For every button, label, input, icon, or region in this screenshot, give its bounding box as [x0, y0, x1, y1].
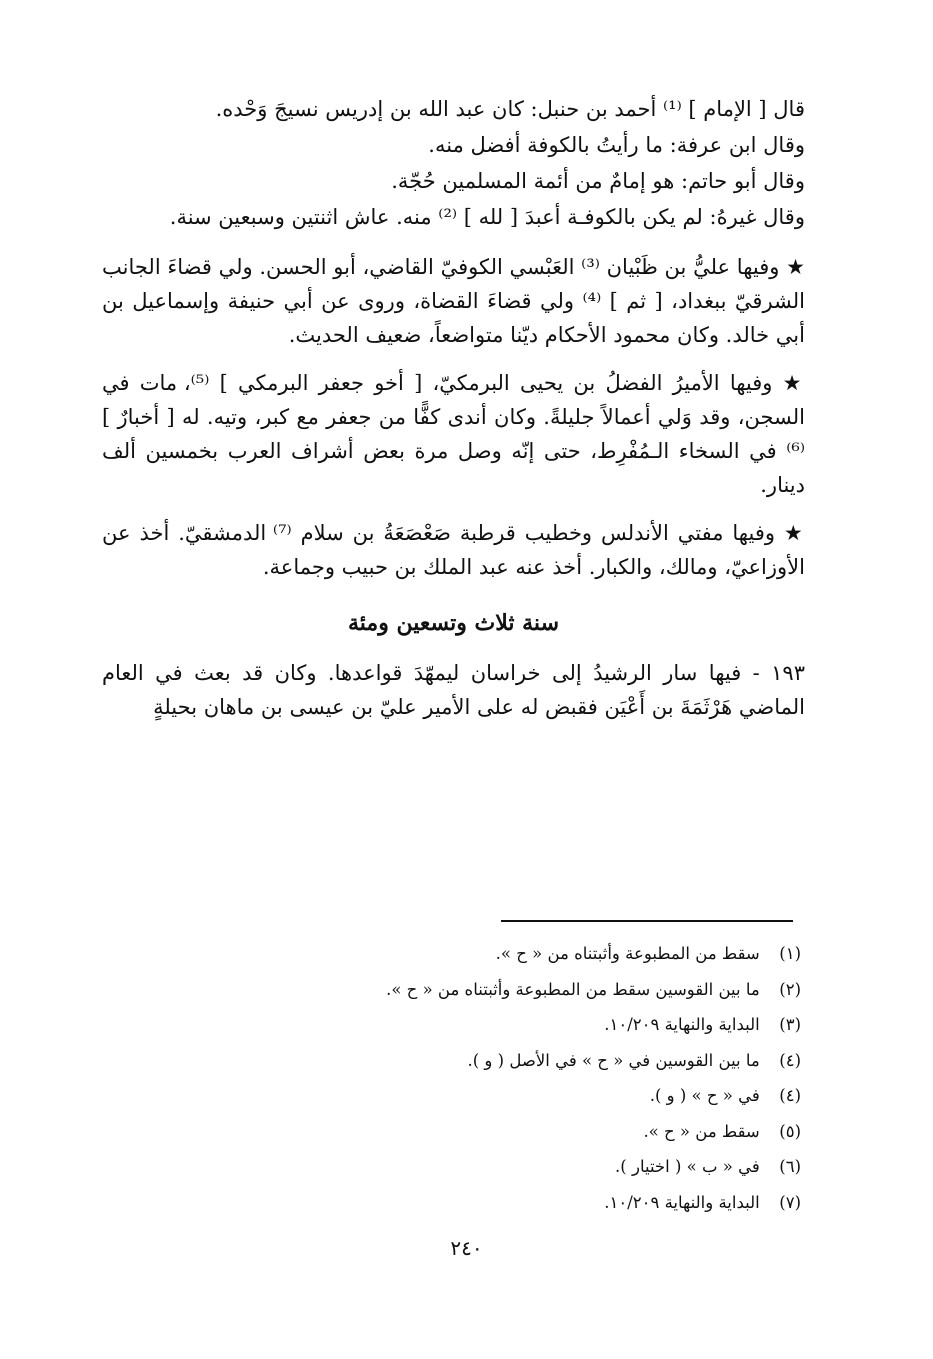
footnote-text: البداية والنهاية ١٠/٢٠٩.	[604, 1192, 760, 1212]
text-line: وقال ابن عرفة: ما رأيتُ بالكوفة أفضل منه.	[428, 133, 805, 157]
footnote-item	[140, 1007, 801, 1043]
footnote-text: سقط من « ح ».	[643, 1121, 760, 1141]
footnote-item	[140, 1185, 801, 1221]
footnote-text: ما بين القوسين سقط من المطبوعة وأثبتناه من « ح ».	[386, 979, 760, 999]
footnote-number: (٤)	[779, 1086, 801, 1105]
footnote-item	[140, 1114, 801, 1150]
footnote-text: سقط من المطبوعة وأثبتناه من « ح ».	[495, 944, 760, 963]
paragraph-ali-ibn-zabyan: ★ وفيها عليُّ بن ظَبْيان ⁽³⁾ العَبْسي الكوفيّ القاضي، أبو الحسن. ولي قضاءَ الجانب الشرقيّ ببغداد، [ ثم ] ⁽⁴⁾ ولي قضاءَ القضاة، وروى عن أبي حنيفة وإسماعيل بن أبي خالد. وكان محمود الأحكام ديّنا متواضعاً، ضعيف الحديث.	[102, 255, 805, 347]
footnote-item	[140, 972, 801, 1008]
footnote-text: ما بين القوسين في « ح » في الأصل ( و ).	[467, 1050, 760, 1070]
footnote-item	[140, 1149, 801, 1185]
page-number: ٢٤٠	[450, 1236, 483, 1260]
footnote-number: (٦)	[779, 1157, 801, 1176]
footnote-divider	[501, 920, 793, 922]
footnote-number: (٤)	[779, 1050, 801, 1070]
footnote-number: (٥)	[779, 1121, 801, 1141]
text-line: وقال أبو حاتم: هو إمامٌ من أئمة المسلمين حُجّة.	[391, 169, 805, 193]
text-line: قال [ الإمام ] ⁽¹⁾ أحمد بن حنبل: كان عبد الله بن إدريس نسيجَ وَحْده.	[215, 97, 805, 121]
footnote-number: (٧)	[779, 1192, 801, 1212]
footnote-item	[140, 936, 801, 972]
footnote-item	[140, 1043, 801, 1079]
paragraph-fadl-barmaki: ★ وفيها الأميرُ الفضلُ بن يحيى البرمكيّ، [ أخو جعفر البرمكي ] ⁽⁵⁾، مات في السجن، وقد وَلي أعمالاً جليلةً. وكان أندى كفًّا من جعفر مع كبر، وتيه. له [ أخبارٌ ] ⁽⁶⁾ في السخاء الـمُفْرِط، حتى إنّه وصل مرة بعض أشراف العرب بخمسين ألف دينار.	[102, 371, 805, 497]
paragraph-sasaa: ★ وفيها مفتي الأندلس وخطيب قرطبة صَعْصَعَةُ بن سلام ⁽⁷⁾ الدمشقيّ. أخذ عن الأوزاعيّ، ومالك، والكبار. أخذ عنه عبد الملك بن حبيب وجماعة.	[102, 521, 805, 579]
footnote-text: في « ب » ( اختيار ).	[615, 1157, 760, 1176]
footnote-item	[140, 1078, 801, 1114]
footnote-text: البداية والنهاية ١٠/٢٠٩.	[604, 1015, 760, 1034]
footnote-number: (١)	[779, 944, 801, 963]
section-heading: سنة ثلاث وتسعين ومئة	[347, 610, 560, 636]
footnote-text: في « ح » ( و ).	[649, 1086, 760, 1105]
footnote-number: (٣)	[779, 1015, 801, 1034]
text-line: وقال غيرهُ: لم يكن بالكوفـة أعبدَ [ لله ] ⁽²⁾ منه. عاش اثنتين وسبعين سنة.	[169, 205, 805, 229]
footnotes	[140, 936, 801, 1220]
paragraph-year-193: ١٩٣ - فيها سار الرشيدُ إلى خراسان ليمهّدَ قواعدها. وكان قد بعث في العام الماضي هَرْثَمَةَ بن أَعْيَن فقبض له على الأمير عليّ بن عيسى بن ماهان بحيلةٍ	[102, 661, 805, 719]
main-text	[102, 92, 805, 724]
footnote-number: (٢)	[779, 979, 801, 999]
